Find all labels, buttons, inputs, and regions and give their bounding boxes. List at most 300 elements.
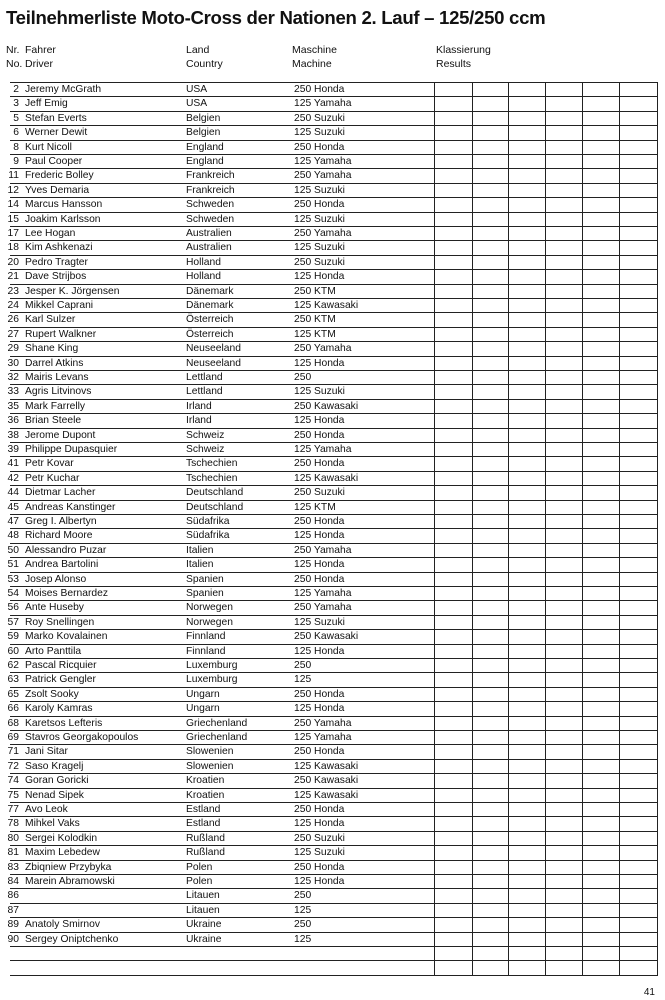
cell-driver: Stavros Georgakopoulos (25, 732, 139, 743)
cell-nr: 39 (7, 444, 19, 455)
cell-driver: Andreas Kanstinger (25, 501, 116, 513)
cell-driver: Ante Huseby (25, 602, 84, 614)
row-line (10, 773, 658, 774)
cell-driver: Nenad Sipek (25, 789, 84, 801)
cell-driver: Sergei Kolodkin (25, 832, 98, 844)
cell-nr: 3 (13, 98, 19, 110)
cell-driver: Mikkel Caprani (25, 300, 94, 311)
table-row (0, 932, 665, 946)
cell-country: Schweiz (186, 444, 225, 455)
cell-nr: 80 (7, 832, 19, 844)
header-results (436, 44, 491, 71)
row-line (10, 845, 658, 846)
cell-nr: 24 (7, 300, 19, 311)
cell-driver: Roy Snellingen (25, 616, 95, 628)
cell-driver: Lee Hogan (25, 228, 76, 239)
cell-country: Norwegen (186, 616, 233, 628)
header-driver (25, 44, 56, 71)
cell-driver: Kim Ashkenazi (25, 242, 93, 254)
row-line (10, 615, 658, 616)
page-number: 41 (643, 987, 655, 998)
row-line (10, 557, 658, 558)
cell-machine: 125 Suzuki (294, 127, 345, 139)
cell-machine: 125 Suzuki (294, 616, 345, 628)
cell-driver: Alessandro Puzar (25, 544, 107, 556)
cell-nr: 18 (7, 242, 19, 254)
row-line (10, 428, 658, 429)
table-row (0, 716, 665, 730)
cell-country: Australien (186, 242, 232, 254)
table-row (0, 514, 665, 528)
cell-nr: 65 (7, 688, 19, 700)
cell-nr: 59 (7, 631, 19, 643)
row-line (10, 687, 658, 688)
cell-nr: 57 (7, 616, 19, 628)
cell-nr: 8 (13, 141, 19, 153)
cell-nr: 47 (7, 516, 19, 527)
cell-nr: 35 (7, 400, 19, 412)
cell-country: Litauen (186, 890, 220, 902)
cell-driver: Stefan Everts (25, 112, 87, 124)
table-row (0, 557, 665, 571)
cell-country: Italien (186, 559, 214, 571)
cell-nr: 66 (7, 703, 19, 715)
cell-driver: Jeff Emig (25, 98, 68, 110)
cell-machine: 250 KTM (294, 285, 336, 297)
cell-driver: Paul Cooper (25, 156, 83, 167)
row-line (10, 485, 658, 486)
cell-machine: 125 Honda (294, 559, 345, 571)
cell-machine: 250 Kawasaki (294, 631, 359, 643)
table-row (0, 399, 665, 413)
table-row (0, 341, 665, 355)
row-line (10, 197, 658, 198)
table-row (0, 255, 665, 269)
cell-driver: Kurt Nicoll (25, 141, 72, 153)
header-results-de: Klassierung (436, 44, 491, 56)
cell-country: Estland (186, 818, 221, 830)
cell-nr: 11 (8, 170, 19, 182)
cell-driver: Anatoly Smirnov (25, 919, 100, 931)
cell-nr: 81 (7, 847, 19, 859)
row-line (10, 356, 658, 357)
row-line (10, 168, 658, 169)
cell-driver: Karetsos Lefteris (25, 717, 103, 729)
cell-country: Tschechien (186, 472, 238, 484)
row-line (10, 269, 658, 270)
header-country (186, 44, 223, 71)
row-line (10, 413, 658, 414)
row-line (10, 341, 658, 342)
cell-machine: 250 (294, 919, 312, 931)
cell-nr: 38 (7, 429, 19, 441)
cell-machine: 250 Yamaha (294, 717, 352, 729)
row-line (10, 658, 658, 659)
cell-nr: 68 (7, 717, 19, 729)
table-row (0, 572, 665, 586)
cell-driver: Agris Litvinovs (25, 386, 92, 398)
table-row (0, 384, 665, 398)
table-row (0, 312, 665, 326)
row-line (10, 500, 658, 501)
table-row (0, 888, 665, 902)
cell-country: Finnland (186, 645, 226, 657)
cell-machine: 125 (294, 674, 312, 686)
cell-country: Luxemburg (186, 660, 238, 671)
cell-driver: Sergey Oniptchenko (25, 933, 119, 945)
cell-machine: 125 Kawasaki (294, 789, 359, 801)
table-row (0, 759, 665, 773)
cell-country: Norwegen (186, 602, 233, 614)
row-line (10, 672, 658, 673)
cell-machine: 250 (294, 372, 312, 383)
header-driver-de: Fahrer (25, 44, 56, 56)
cell-driver: Marcus Hansson (25, 199, 103, 211)
cell-nr: 27 (7, 328, 19, 340)
cell-country: Schweden (186, 213, 235, 225)
row-line (10, 528, 658, 529)
cell-machine: 125 Kawasaki (294, 300, 359, 311)
table-row (0, 658, 665, 672)
row-line (10, 600, 658, 601)
cell-driver: Saso Kragelj (25, 760, 84, 772)
cell-country: Österreich (186, 314, 234, 326)
cell-machine: 250 Yamaha (294, 228, 352, 239)
cell-nr: 63 (7, 674, 19, 686)
row-line (10, 802, 658, 803)
cell-driver: Dietmar Lacher (25, 487, 96, 499)
cell-driver: Joakim Karlsson (25, 213, 101, 225)
row-line (10, 456, 658, 457)
results-column-line (472, 82, 473, 975)
cell-nr: 20 (7, 256, 19, 268)
cell-driver: Darrel Atkins (25, 357, 84, 369)
cell-country: Südafrika (186, 516, 230, 527)
cell-nr: 48 (7, 530, 19, 542)
cell-country: Litauen (186, 904, 220, 916)
table-row (0, 96, 665, 110)
table-row (0, 629, 665, 643)
row-line (10, 240, 658, 241)
cell-driver: Karoly Kamras (25, 703, 93, 715)
row-line (10, 399, 658, 400)
header-country-en: Country (186, 57, 223, 70)
row-line (10, 960, 658, 961)
cell-country: Luxemburg (186, 674, 238, 686)
cell-country: Slowenien (186, 760, 234, 772)
table-row (0, 456, 665, 470)
table-row (0, 240, 665, 254)
cell-nr: 21 (7, 271, 19, 283)
cell-country: Griechenland (186, 717, 248, 729)
cell-driver: Richard Moore (25, 530, 93, 542)
table-row (0, 600, 665, 614)
cell-country: Tschechien (186, 458, 238, 470)
table-row (0, 500, 665, 514)
cell-country: Rußland (186, 847, 225, 859)
table-row (0, 212, 665, 226)
cell-country: Italien (186, 544, 214, 556)
cell-nr: 44 (7, 487, 19, 499)
cell-nr: 23 (7, 285, 19, 297)
row-line (10, 327, 658, 328)
cell-country: Finnland (186, 631, 226, 643)
cell-country: Irland (186, 415, 212, 427)
cell-country: Spanien (186, 573, 224, 585)
cell-machine: 125 Honda (294, 357, 345, 369)
cell-machine: 125 Suzuki (294, 184, 345, 196)
cell-machine: 250 Yamaha (294, 544, 352, 556)
cell-nr: 75 (7, 789, 19, 801)
header-nr-en: No. (6, 57, 23, 70)
cell-nr: 14 (7, 199, 19, 211)
row-line (10, 932, 658, 933)
cell-machine: 125 Suzuki (294, 242, 345, 254)
header-machine-en: Machine (292, 57, 332, 70)
row-line (10, 644, 658, 645)
cell-country: Kroatien (186, 789, 225, 801)
row-line (10, 788, 658, 789)
cell-country: Ukraine (186, 919, 222, 931)
cell-driver: Mihkel Vaks (25, 818, 80, 830)
cell-country: Irland (186, 400, 212, 412)
cell-country: Lettland (186, 386, 223, 398)
cell-machine: 125 Suzuki (294, 213, 345, 225)
cell-machine: 125 Kawasaki (294, 472, 359, 484)
cell-nr: 86 (7, 890, 19, 902)
row-line (10, 744, 658, 745)
cell-nr: 54 (7, 588, 19, 599)
cell-country: Belgien (186, 112, 221, 124)
cell-country: Rußland (186, 832, 225, 844)
cell-nr: 84 (7, 876, 19, 887)
header-machine (292, 44, 337, 71)
cell-nr: 72 (7, 760, 19, 772)
cell-machine: 250 Honda (294, 84, 345, 95)
cell-machine: 250 Honda (294, 861, 345, 873)
row-line (10, 125, 658, 126)
cell-machine: 250 Yamaha (294, 343, 352, 355)
cell-machine: 125 Suzuki (294, 847, 345, 859)
table-row (0, 327, 665, 341)
cell-country: Ungarn (186, 703, 220, 715)
header-country-de: Land (186, 44, 210, 56)
cell-machine: 125 Yamaha (294, 98, 352, 110)
cell-driver: Dave Strijbos (25, 271, 87, 283)
cell-nr: 56 (7, 602, 19, 614)
cell-country: Ungarn (186, 688, 220, 700)
cell-machine: 250 Yamaha (294, 602, 352, 614)
header-machine-de: Maschine (292, 44, 337, 56)
cell-driver: Brian Steele (25, 415, 82, 427)
row-line (10, 975, 658, 976)
table-row (0, 730, 665, 744)
cell-machine: 250 Suzuki (294, 832, 345, 844)
table-row (0, 226, 665, 240)
cell-country: Holland (186, 256, 221, 268)
cell-driver: Maxim Lebedew (25, 847, 100, 859)
cell-machine: 125 (294, 933, 312, 945)
cell-driver: Yves Demaria (25, 184, 90, 196)
cell-nr: 50 (7, 544, 19, 556)
cell-driver: Jeremy McGrath (25, 84, 102, 95)
cell-driver: Frederic Bolley (25, 170, 94, 182)
cell-machine: 250 KTM (294, 314, 336, 326)
table-row (0, 154, 665, 168)
cell-driver: Goran Goricki (25, 775, 89, 787)
cell-driver: Andrea Bartolini (25, 559, 99, 571)
table-row (0, 917, 665, 931)
cell-driver: Jani Sitar (25, 746, 68, 758)
cell-country: USA (186, 84, 208, 95)
cell-machine: 250 (294, 890, 312, 902)
row-line (10, 572, 658, 573)
cell-machine: 250 Honda (294, 688, 345, 700)
cell-driver: Marein Abramowski (25, 876, 115, 887)
table-row (0, 442, 665, 456)
cell-nr: 5 (13, 112, 19, 124)
cell-machine: 125 KTM (294, 501, 336, 513)
table-row (0, 802, 665, 816)
table-row (0, 672, 665, 686)
header-driver-en: Driver (25, 57, 53, 70)
table-row (0, 903, 665, 917)
cell-nr: 26 (7, 314, 19, 326)
cell-driver: Arto Panttila (25, 645, 82, 657)
cell-driver: Rupert Walkner (25, 328, 97, 340)
cell-driver: Marko Kovalainen (25, 631, 108, 643)
table-row (0, 298, 665, 312)
row-line (10, 543, 658, 544)
cell-machine: 125 (294, 904, 312, 916)
row-line (10, 701, 658, 702)
cell-nr: 83 (7, 861, 19, 873)
cell-machine: 125 Honda (294, 530, 345, 542)
cell-machine: 125 Kawasaki (294, 760, 359, 772)
cell-driver: Jerome Dupont (25, 429, 96, 441)
table-row (0, 140, 665, 154)
header-nr-de: Nr. (6, 44, 20, 56)
cell-machine: 125 Honda (294, 818, 345, 830)
cell-country: Schweiz (186, 429, 225, 441)
cell-country: Dänemark (186, 300, 234, 311)
cell-machine: 250 Honda (294, 573, 345, 585)
results-column-line (508, 82, 509, 975)
table-row (0, 845, 665, 859)
cell-machine: 250 Honda (294, 458, 345, 470)
cell-nr: 87 (7, 904, 19, 916)
cell-nr: 42 (7, 472, 19, 484)
cell-country: Lettland (186, 372, 223, 383)
row-line (10, 212, 658, 213)
row-line (10, 82, 658, 83)
row-line (10, 903, 658, 904)
table-row (0, 860, 665, 874)
cell-country: Ukraine (186, 933, 222, 945)
cell-nr: 71 (7, 746, 19, 758)
table-row (0, 197, 665, 211)
cell-driver: Patrick Gengler (25, 674, 96, 686)
cell-driver: Pedro Tragter (25, 256, 88, 268)
row-line (10, 255, 658, 256)
row-line (10, 471, 658, 472)
cell-machine: 125 Honda (294, 876, 345, 887)
row-line (10, 111, 658, 112)
cell-country: Südafrika (186, 530, 230, 542)
cell-nr: 30 (7, 357, 19, 369)
cell-machine: 250 Honda (294, 199, 345, 211)
cell-country: England (186, 141, 224, 153)
cell-nr: 60 (7, 645, 19, 657)
row-line (10, 298, 658, 299)
cell-nr: 2 (13, 84, 19, 95)
cell-driver: Pascal Ricquier (25, 660, 97, 671)
cell-nr: 62 (7, 660, 19, 671)
cell-country: Deutschland (186, 501, 244, 513)
table-row (0, 485, 665, 499)
results-column-line (545, 82, 546, 975)
cell-country: Belgien (186, 127, 221, 139)
cell-driver: Mairis Levans (25, 372, 89, 383)
cell-machine: 125 Yamaha (294, 156, 352, 167)
row-line (10, 312, 658, 313)
cell-machine: 250 Suzuki (294, 487, 345, 499)
cell-machine: 250 Yamaha (294, 170, 352, 182)
cell-machine: 250 Honda (294, 429, 345, 441)
cell-machine: 250 Kawasaki (294, 775, 359, 787)
table-row (0, 615, 665, 629)
cell-country: USA (186, 98, 208, 110)
results-column-line (582, 82, 583, 975)
cell-nr: 9 (13, 156, 19, 167)
table-row (0, 428, 665, 442)
table-row (0, 644, 665, 658)
cell-nr: 45 (7, 501, 19, 513)
cell-driver: Greg I. Albertyn (25, 516, 97, 527)
table-row (0, 168, 665, 182)
cell-driver: Petr Kuchar (25, 472, 80, 484)
cell-driver: Karl Sulzer (25, 314, 76, 326)
cell-nr: 41 (7, 458, 19, 470)
cell-machine: 125 Honda (294, 645, 345, 657)
cell-machine: 125 Yamaha (294, 588, 352, 599)
table-row (0, 111, 665, 125)
cell-country: Polen (186, 861, 213, 873)
table-row (0, 586, 665, 600)
cell-machine: 125 Honda (294, 271, 345, 283)
cell-driver: Werner Dewit (25, 127, 88, 139)
cell-machine: 125 Yamaha (294, 444, 352, 455)
cell-country: Frankreich (186, 184, 235, 196)
cell-driver: Mark Farrelly (25, 400, 86, 412)
cell-machine: 250 Honda (294, 141, 345, 153)
cell-machine: 250 Suzuki (294, 112, 345, 124)
row-line (10, 874, 658, 875)
table-row (0, 356, 665, 370)
row-line (10, 514, 658, 515)
row-line (10, 759, 658, 760)
table-row (0, 269, 665, 283)
cell-country: Frankreich (186, 170, 235, 182)
table-row (0, 788, 665, 802)
cell-nr: 33 (7, 386, 19, 398)
cell-country: Österreich (186, 328, 234, 340)
cell-country: Holland (186, 271, 221, 283)
table-row (0, 816, 665, 830)
cell-country: Neuseeland (186, 343, 241, 355)
cell-driver: Avo Leok (25, 804, 68, 815)
results-column-line (657, 82, 658, 975)
